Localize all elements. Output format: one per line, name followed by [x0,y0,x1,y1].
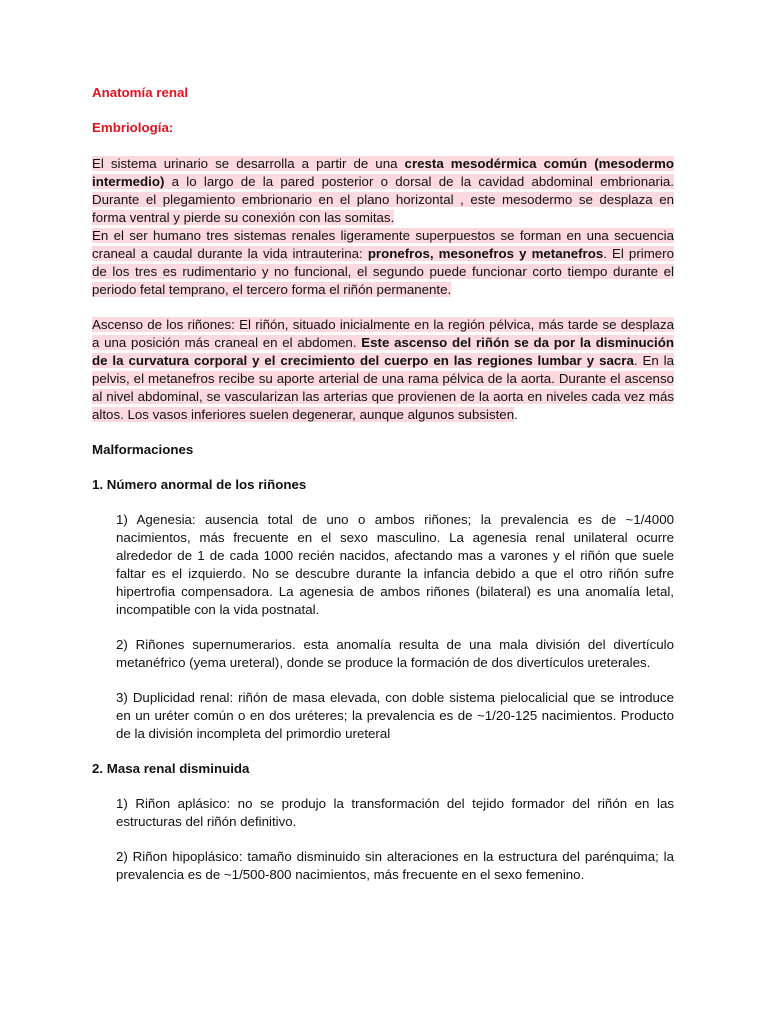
p3-text-3: . [514,407,518,422]
p1-text-1: El sistema urinario se desarrolla a partir de una [92,156,405,171]
document-page [92,84,674,884]
p2-text-2: . El primero de los tres es rudimentario y no funcional, el segundo puede funcionar corto tiempo durante el periodo fetal temprano, el tercero forma el riñón permanente. [92,246,674,297]
document-title: Anatomía renal [92,85,189,100]
section1-item-agenesia: 1) Agenesia: ausencia total de uno o ambos riñones; la prevalencia es de ~1/4000 nacimientos, más frecuente en el sexo masculino. La agenesia renal unilateral ocurre alrededor de 1 de cada 1000 recién nacidos, afectando mas a varones y el riñón que suele faltar es el izquierdo. No se descubre durante la infancia debido a que el otro riñón sufre hipertrofia compensadora. La agenesia de ambos riñones (bilateral) es una anomalía letal, incompatible con la vida postnatal. [116,512,674,617]
malformations-heading: Malformaciones [92,442,194,457]
p1-bold-1: cresta mesodérmica común (mesodermo intermedio) [92,156,675,189]
kidney-ascent-paragraph [92,316,674,424]
section2-heading: 2. Masa renal disminuida [92,761,250,776]
section1-heading: 1. Número anormal de los riñones [92,477,307,492]
section1-item-duplicidad: 3) Duplicidad renal: riñón de masa elevada, con doble sistema pielocalicial que se introduce en un uréter común o en dos uréteres; la prevalencia es de ~1/20-125 nacimientos. Producto de la división incompleta del primordio ureteral [116,690,674,741]
p3-text-2: . En la pelvis, el metanefros recibe su aporte arterial de una rama pélvica de la aorta. Durante el ascenso al nivel abdominal, se vascularizan las arterias que provienen de la aorta en niveles cada vez más altos. Los vasos inferiores suelen degenerar, aunque algunos subsisten [92,353,675,422]
embryology-heading: Embriología: [92,120,174,135]
p1-text-2: a lo largo de la pared posterior o dorsal de la cavidad abdominal embrionaria. Durante el plegamiento embrionario en el plano horizontal , este mesodermo se desplaza en forma ventral y pierde su conexión con las somitas. [92,174,674,225]
p3-text-1: Ascenso de los riñones: El riñón, situado inicialmente en la región pélvica, más tarde se desplaza a una posición más craneal en el abdomen. [92,317,674,350]
p2-text-1: En el ser humano tres sistemas renales ligeramente superpuestos se forman en una secuencia craneal a caudal durante la vida intrauterina: [92,228,674,261]
embryology-paragraph-2 [92,227,674,299]
p2-bold-1: pronefros, mesonefros y metanefros [367,246,604,261]
section2-item-hipoplasico: 2) Riñon hipoplásico: tamaño disminuido sin alteraciones en la estructura del parénquima; la prevalencia es de ~1/500-800 nacimientos, más frecuente en el sexo femenino. [116,849,674,882]
embryology-paragraph-1 [92,155,674,227]
section1-item-supernumerarios: 2) Riñones supernumerarios. esta anomalía resulta de una mala división del divertículo metanéfrico (yema ureteral), donde se produce la formación de dos divertículos ureterales. [116,637,674,670]
section2-item-aplasico: 1) Riñon aplásico: no se produjo la transformación del tejido formador del riñón en las estructuras del riñón definitivo. [116,796,674,829]
p3-bold-1: Este ascenso del riñón se da por la disminución de la curvatura corporal y el crecimiento del cuerpo en las regiones lumbar y sacra [92,335,674,368]
